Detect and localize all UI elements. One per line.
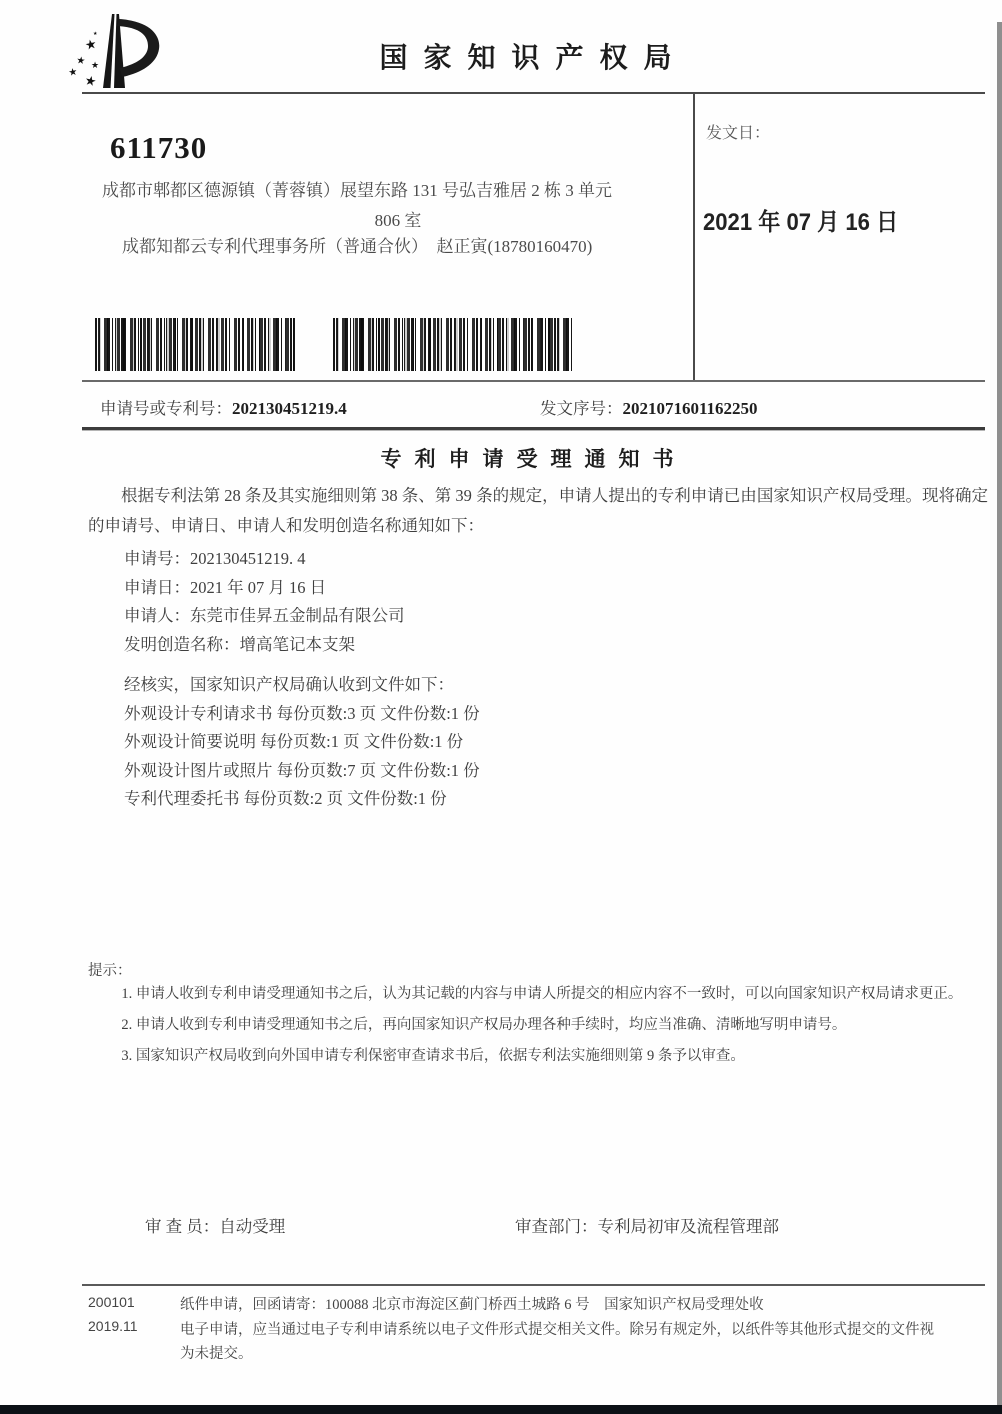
examiner-value: 自动受理 — [219, 1217, 286, 1236]
dispatch-date-label: 发文日： — [706, 125, 771, 142]
serial-number-field — [540, 395, 758, 419]
field-filing-date: 申请日：2021 年 07 月 16 日 — [124, 577, 327, 597]
received-doc-item: 外观设计图片或照片 每份页数:7 页 文件份数:1 份 — [124, 760, 480, 780]
received-doc-item: 专利代理委托书 每份页数:2 页 文件份数:1 份 — [124, 789, 447, 808]
application-number-field — [100, 395, 347, 419]
dispatch-box-bottom-rule — [82, 380, 985, 382]
footer-notes — [180, 1293, 948, 1367]
barcode-right — [333, 318, 573, 371]
examiner-label: 审 查 员： — [145, 1217, 220, 1236]
application-number-label: 申请号或专利号： — [100, 399, 232, 418]
tip-item-3: 3. 国家知识产权局收到向外国申请专利保密审查请求书后，依据专利法实施细则第 9 条予以审查。 — [121, 1048, 745, 1064]
tip-item-1: 1. 申请人收到专利申请受理通知书之后，认为其记载的内容与申请人所提交的相应内容不一致时，可以向国家知识产权局请求更正。 — [121, 986, 963, 1002]
field-invention-title: 发明创造名称：增高笔记本支架 — [124, 634, 355, 654]
dispatch-date-value: 2021 年 07 月 16 日 — [703, 209, 899, 236]
scan-edge-bottom — [0, 1405, 1002, 1414]
agency-title: 国家知识产权局 — [379, 43, 688, 74]
svg-text:★: ★ — [83, 72, 98, 90]
svg-text:★: ★ — [91, 60, 100, 70]
department-value: 专利局初审及流程管理部 — [597, 1217, 779, 1236]
form-code: 200101 — [88, 1294, 135, 1310]
svg-text:★: ★ — [75, 55, 86, 68]
application-fields — [124, 545, 405, 659]
examiner-field — [145, 1213, 285, 1237]
footer-paper-note: 纸件申请，回函请寄：100088 北京市海淀区蓟门桥西土城路 6 号 国家知识产权局受理处收 — [180, 1297, 764, 1313]
serial-number-label: 发文序号： — [540, 399, 623, 418]
footer-rule — [82, 1284, 985, 1286]
recipient-agent-line: 成都知都云专利代理事务所（普通合伙） 赵正寅(18780160470) — [122, 237, 593, 256]
field-applicant: 申请人：东莞市佳昇五金制品有限公司 — [124, 606, 405, 625]
tip-item-2: 2. 申请人收到专利申请受理通知书之后，再向国家知识产权局办理各种手续时，均应当准确、清晰地写明申请号。 — [121, 1017, 847, 1033]
svg-text:★: ★ — [67, 66, 79, 79]
received-intro: 经核实，国家知识产权局确认收到文件如下： — [124, 675, 454, 694]
department-field — [515, 1213, 779, 1237]
form-version: 2019.11 — [88, 1318, 138, 1334]
svg-text:★: ★ — [83, 35, 99, 53]
recipient-address-line1: 成都市郫都区德源镇（菁蓉镇）展望东路 131 号弘吉雅居 2 栋 3 单元 — [102, 181, 612, 200]
received-doc-item: 外观设计专利请求书 每份页数:3 页 文件份数:1 份 — [124, 703, 480, 723]
barcode-left — [95, 318, 297, 371]
department-label: 审查部门： — [515, 1217, 598, 1236]
notice-title: 专利申请受理通知书 — [380, 447, 687, 471]
footer-electronic-note: 电子申请，应当通过电子专利申请系统以电子文件形式提交相关文件。除另有规定外，以纸件等其他形式提交的文件视为未提交。 — [180, 1321, 934, 1362]
scan-edge-right — [997, 22, 1002, 1414]
section-rule — [82, 427, 985, 431]
tips-list — [88, 981, 991, 1074]
tips-label: 提示： — [88, 963, 132, 979]
dispatch-box-border — [693, 92, 695, 382]
svg-text:★: ★ — [93, 32, 98, 37]
recipient-address-line2: 806 室 — [374, 211, 422, 230]
notice-intro-paragraph: 根据专利法第 28 条及其实施细则第 38 条、第 39 条的规定，申请人提出的专利申请已由国家知识产权局受理。现将确定的申请号、申请日、申请人和发明创造名称通知如下： — [88, 486, 988, 535]
application-number-value: 202130451219.4 — [232, 399, 347, 418]
postal-code: 611730 — [110, 130, 208, 165]
received-documents — [124, 671, 480, 814]
field-application-number: 申请号：202130451219. 4 — [124, 549, 306, 568]
header-rule — [82, 92, 985, 94]
serial-number-value: 2021071601162250 — [622, 399, 758, 418]
received-doc-item: 外观设计简要说明 每份页数:1 页 文件份数:1 份 — [124, 732, 464, 751]
